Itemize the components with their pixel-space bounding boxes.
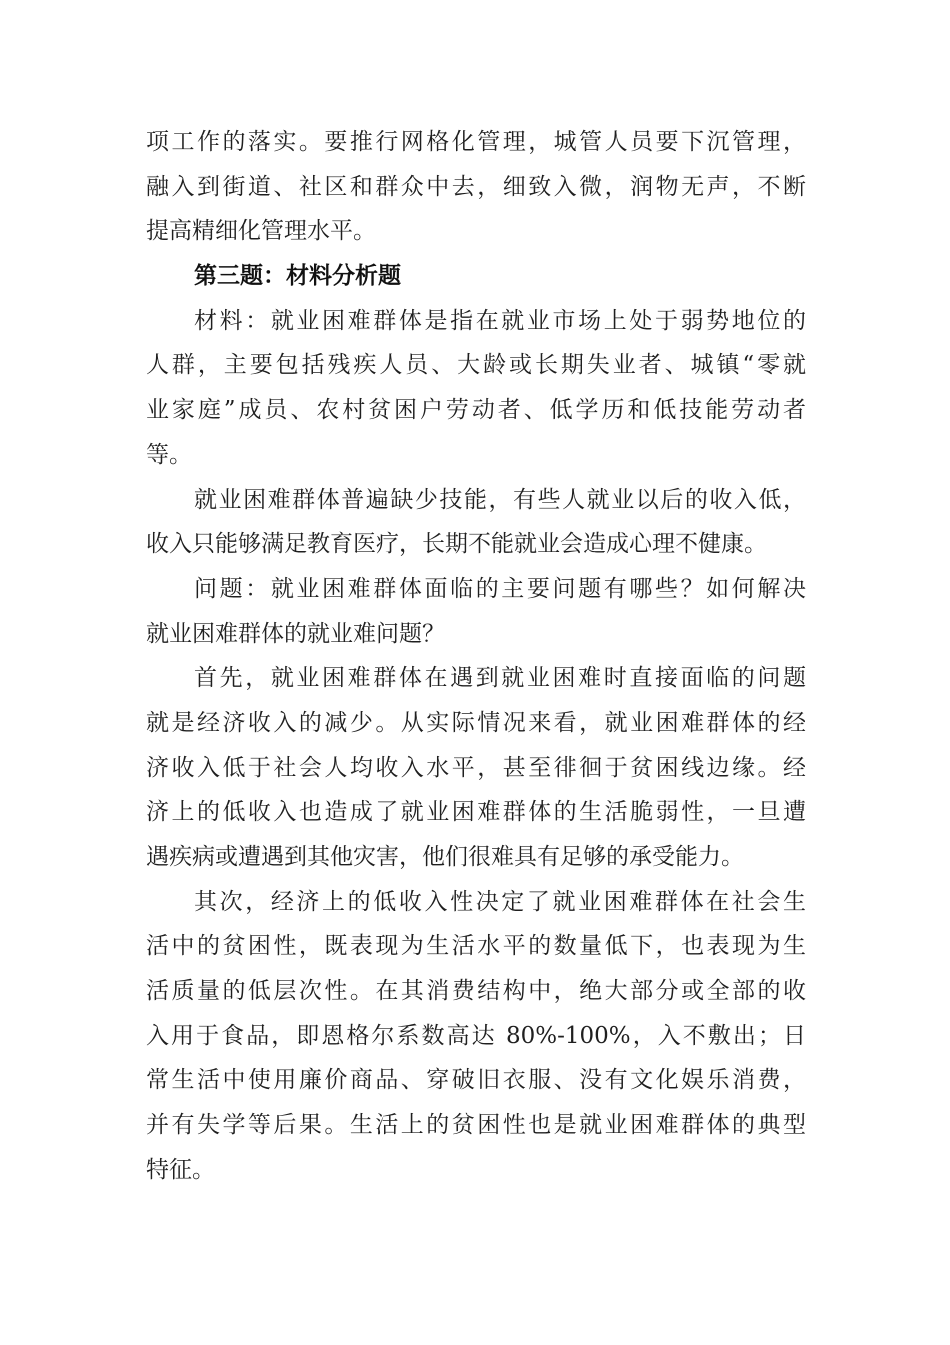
text-line: 收入只能够满足教育医疗，长期不能就业会造成心理不健康。 bbox=[146, 531, 767, 558]
material-paragraph bbox=[146, 299, 806, 478]
text-line: 融入到街道、社区和群众中去，细致入微，润物无声，不断 bbox=[146, 173, 806, 200]
text-line: 遇疾病或遭遇到其他灾害，他们很难具有足够的承受能力。 bbox=[146, 844, 744, 870]
document-body bbox=[146, 120, 806, 1193]
text-line: 其次，经济上的低收入性决定了就业困难群体在社会生 bbox=[194, 888, 806, 915]
text-line: 人群，主要包括残疾人员、大龄或长期失业者、城镇“零就 bbox=[146, 352, 806, 379]
text-line: 常生活中使用廉价商品、穿破旧衣服、没有文化娱乐消费， bbox=[146, 1067, 806, 1094]
text-line: 首先，就业困难群体在遇到就业困难时直接面临的问题 bbox=[194, 665, 806, 692]
intro-paragraph bbox=[146, 120, 806, 254]
text-line: 材料：就业困难群体是指在就业市场上处于弱势地位的 bbox=[194, 307, 806, 334]
detail-paragraph bbox=[146, 478, 806, 567]
text-line: 就是经济收入的减少。从实际情况来看，就业困难群体的经 bbox=[146, 709, 806, 736]
text-line: 活中的贫困性，既表现为生活水平的数量低下，也表现为生 bbox=[146, 933, 806, 960]
answer-paragraph-second bbox=[146, 880, 806, 1193]
text-line: 业家庭”成员、农村贫困户劳动者、低学历和低技能劳动者 bbox=[146, 397, 806, 424]
section-heading bbox=[146, 254, 806, 299]
section-heading-text: 第三题：材料分析题 bbox=[194, 263, 401, 290]
text-line: 入用于食品，即恩格尔系数高达 80%-100%，入不敷出；日 bbox=[146, 1022, 806, 1049]
text-line: 提高精细化管理水平。 bbox=[146, 218, 376, 245]
text-line: 济上的低收入也造成了就业困难群体的生活脆弱性，一旦遭 bbox=[146, 799, 806, 826]
text-line: 问题：就业困难群体面临的主要问题有哪些？如何解决 bbox=[194, 575, 806, 602]
text-line: 特征。 bbox=[146, 1156, 215, 1183]
text-line: 等。 bbox=[146, 441, 192, 468]
text-line: 活质量的低层次性。在其消费结构中，绝大部分或全部的收 bbox=[146, 978, 806, 1005]
text-line: 并有失学等后果。生活上的贫困性也是就业困难群体的典型 bbox=[146, 1112, 806, 1139]
text-line: 项工作的落实。要推行网格化管理，城管人员要下沉管理， bbox=[146, 129, 806, 155]
text-line: 就业困难群体普遍缺少技能，有些人就业以后的收入低， bbox=[194, 486, 806, 513]
answer-paragraph-first bbox=[146, 656, 806, 879]
text-line: 就业困难群体的就业难问题？ bbox=[146, 620, 445, 647]
text-line: 济收入低于社会人均收入水平，甚至徘徊于贫困线边缘。经 bbox=[146, 754, 806, 781]
question-paragraph bbox=[146, 567, 806, 656]
